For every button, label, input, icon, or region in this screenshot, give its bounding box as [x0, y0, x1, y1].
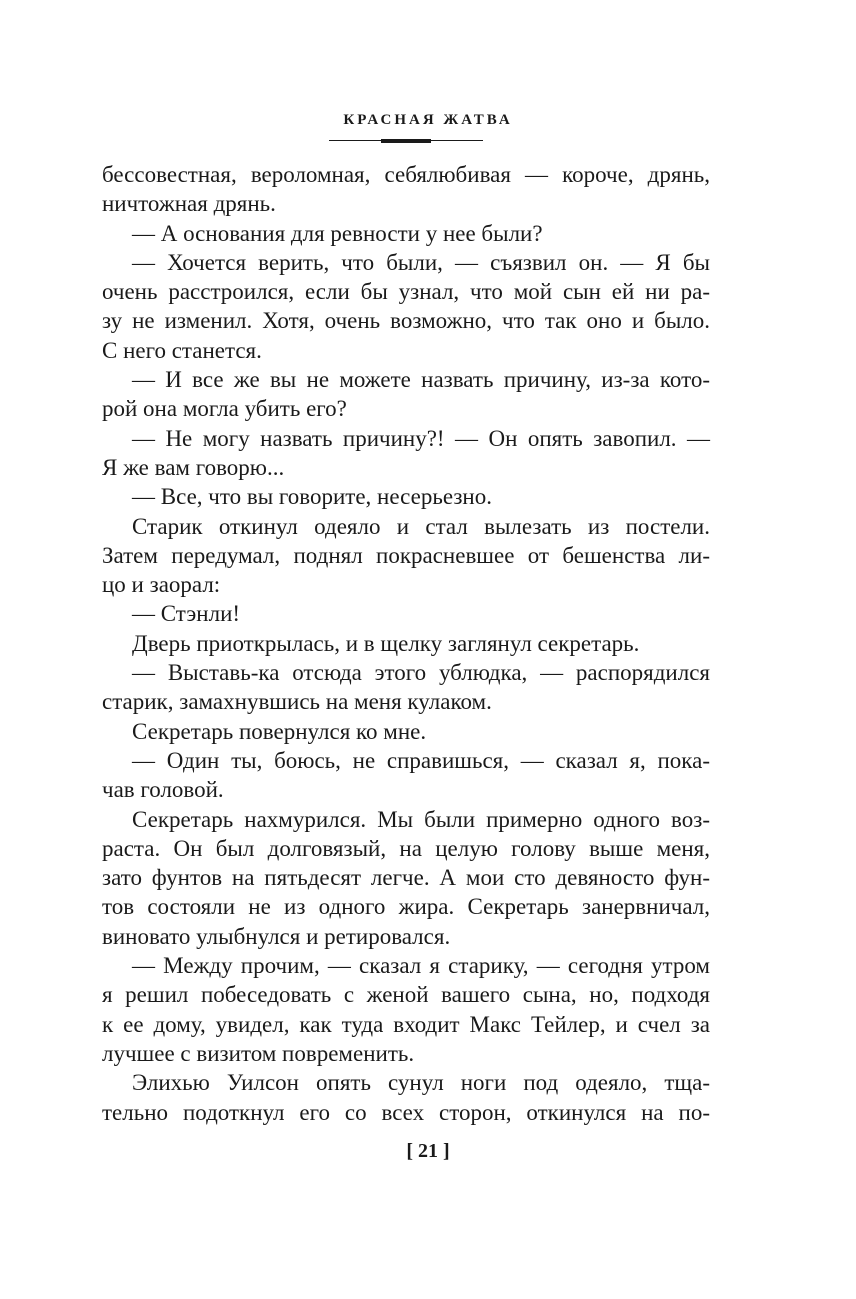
text-line: — А основания для ревности у нее были? [132, 220, 543, 246]
text-line: лучшее с визитом повременить. [102, 1040, 415, 1066]
text-line: бессовестная, вероломная, себялюбивая — короче, дрянь, [102, 162, 710, 187]
text-line: виновато улыбнулся и ретировался. [102, 923, 451, 949]
text-line: зу не изменил. Хотя, очень возможно, что так оно и было. [102, 308, 710, 334]
text-line: Затем передумал, поднял покрасневшее от бешенства ли- [102, 542, 710, 568]
text-line: очень расстроился, если бы узнал, что мой сын ей ни ра- [102, 279, 710, 305]
body-text [102, 160, 710, 1127]
text-line: раста. Он был долговязый, на целую голову выше меня, [102, 835, 710, 861]
header-rule-accent [381, 139, 431, 143]
text-line: — Один ты, боюсь, не справишься, — сказал я, пока- [132, 747, 710, 773]
text-line: к ее дому, увидел, как туда входит Макс Тейлер, и счел за [102, 1011, 710, 1037]
text-line: — Хочется верить, что были, — съязвил он. — Я бы [132, 249, 710, 275]
text-line: Старик откинул одеяло и стал вылезать из постели. [132, 513, 710, 539]
text-line: — И все же вы не можете назвать причину, из-за кото- [132, 367, 710, 393]
text-line: тов состояли не из одного жира. Секретарь занервничал, [102, 894, 710, 920]
text-line: Секретарь повернулся ко мне. [132, 718, 427, 744]
text-line: чав головой. [102, 777, 224, 803]
text-line: Дверь приоткрылась, и в щелку заглянул секретарь. [132, 630, 640, 656]
page-number: [ 21 ] [406, 1140, 450, 1162]
text-line: ничтожная дрянь. [102, 191, 276, 217]
text-line: — Между прочим, — сказал я старику, — сегодня утром [132, 953, 710, 979]
text-line: я решил побеседовать с женой вашего сына, но, подходя [102, 982, 710, 1008]
text-line: тельно подоткнул его со всех сторон, откинулся на по- [102, 1099, 710, 1125]
running-head-title: КРАСНАЯ ЖАТВА [343, 112, 513, 128]
text-line: — Не могу назвать причину?! — Он опять завопил. — [132, 425, 710, 451]
text-line: — Стэнли! [132, 601, 241, 627]
text-line: — Все, что вы говорите, несерьезно. [132, 484, 492, 510]
text-line: Секретарь нахмурился. Мы были примерно одного воз- [132, 806, 710, 832]
text-line: старик, замахнувшись на меня кулаком. [102, 689, 492, 715]
text-line: цо и заорал: [102, 572, 221, 598]
text-line: С него станется. [102, 337, 262, 363]
text-line: Я же вам говорю... [102, 454, 285, 480]
text-line: зато фунтов на пятьдесят легче. А мои сто девяносто фун- [102, 865, 710, 891]
text-line: — Выставь-ка отсюда этого ублюдка, — распорядился [132, 660, 710, 686]
text-line: Элихью Уилсон опять сунул ноги под одеяло, тща- [132, 1070, 710, 1096]
text-line: рой она могла убить его? [102, 396, 347, 422]
